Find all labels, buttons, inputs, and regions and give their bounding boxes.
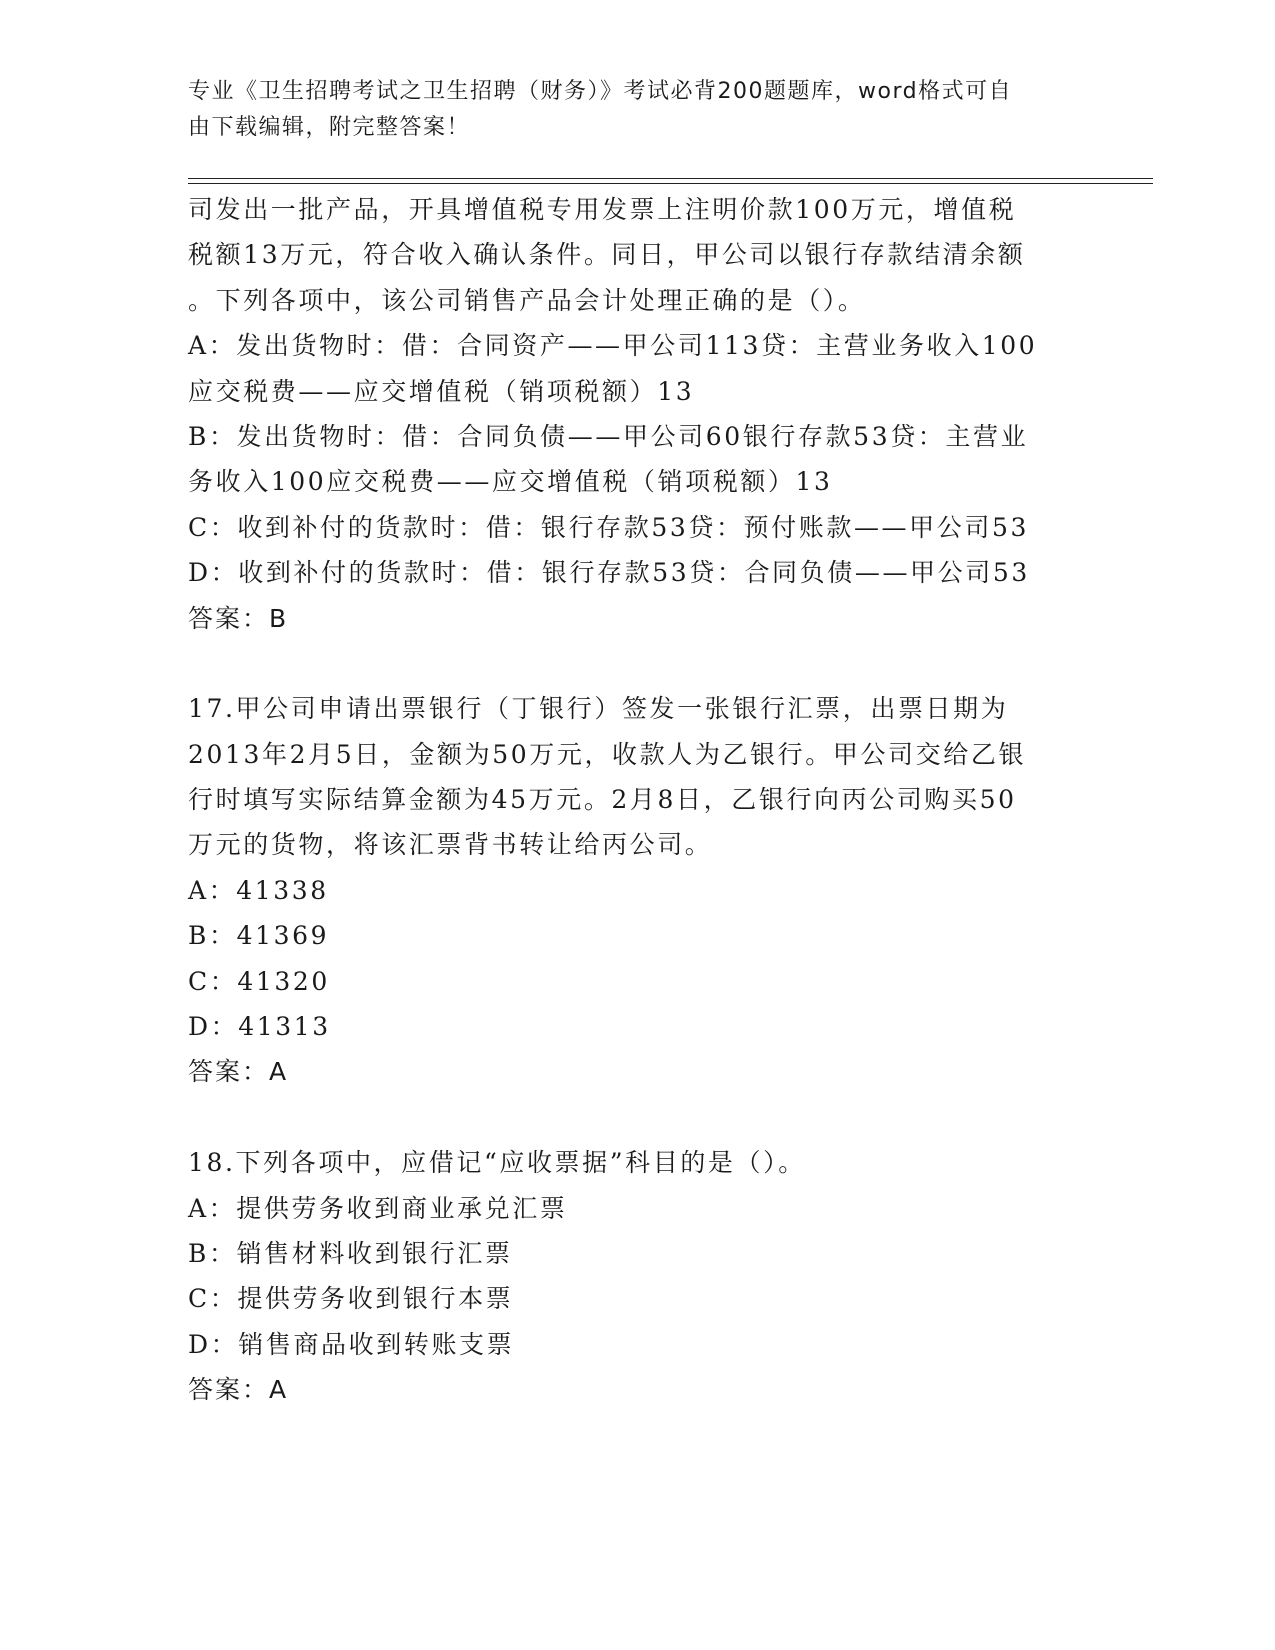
question-text: 司发出一批产品，开具增值税专用发票上注明价款100万元，增值税 [188, 195, 1017, 224]
option-d: D：收到补付的货款时：借：银行存款53贷：合同负债——甲公司53 [188, 558, 1030, 588]
option-b: B：41369 [188, 921, 330, 951]
question-text: 行时填写实际结算金额为45万元。2月8日，乙银行向丙公司购买50 [188, 785, 1017, 815]
question-text: 万元的货物，将该汇票背书转让给丙公司。 [188, 830, 713, 860]
question-text: 税额13万元，符合收入确认条件。同日，甲公司以银行存款结清余额 [188, 240, 1026, 270]
document-body [188, 187, 1088, 1413]
spacer [188, 641, 1088, 686]
option-a: A：41338 [188, 875, 329, 905]
option-d: D：销售商品收到转账支票 [188, 1329, 515, 1359]
answer: 答案：B [188, 603, 289, 633]
header-rule-bottom [188, 183, 1153, 184]
option-b: B：发出货物时：借：合同负债——甲公司60银行存款53贷：主营业 [188, 421, 1029, 451]
option-b: B：销售材料收到银行汇票 [188, 1238, 513, 1268]
option-c: C：收到补付的货款时：借：银行存款53贷：预付账款——甲公司53 [188, 512, 1029, 542]
option-a: A：提供劳务收到商业承兑汇票 [188, 1193, 568, 1223]
question-text: 。下列各项中，该公司销售产品会计处理正确的是（）。 [188, 285, 866, 315]
question-18 [188, 1140, 1088, 1412]
answer: 答案：A [188, 1375, 289, 1405]
question-16-continued [188, 187, 1088, 641]
question-text: 17.甲公司申请出票银行（丁银行）签发一张银行汇票，出票日期为 [188, 694, 1009, 724]
question-text: 2013年2月5日，金额为50万元，收款人为乙银行。甲公司交给乙银 [188, 739, 1027, 769]
question-17 [188, 686, 1088, 1095]
header-rule-top [188, 178, 1153, 179]
page-header: 专业《卫生招聘考试之卫生招聘（财务）》考试必背200题题库，word格式可自 由下载编辑，附完整答案！ [188, 79, 1013, 140]
spacer [188, 1095, 1088, 1140]
question-text: 18.下列各项中，应借记“应收票据”科目的是（）。 [188, 1148, 806, 1178]
answer: 答案：A [188, 1057, 289, 1087]
option-a-continued: 应交税费——应交增值税（销项税额）13 [188, 376, 695, 406]
option-c: C：提供劳务收到银行本票 [188, 1284, 514, 1314]
option-c: C：41320 [188, 966, 330, 996]
option-d: D：41313 [188, 1012, 331, 1042]
option-b-continued: 务收入100应交税费——应交增值税（销项税额）13 [188, 467, 833, 497]
option-a: A：发出货物时：借：合同资产——甲公司113贷：主营业务收入100 [188, 331, 1038, 361]
